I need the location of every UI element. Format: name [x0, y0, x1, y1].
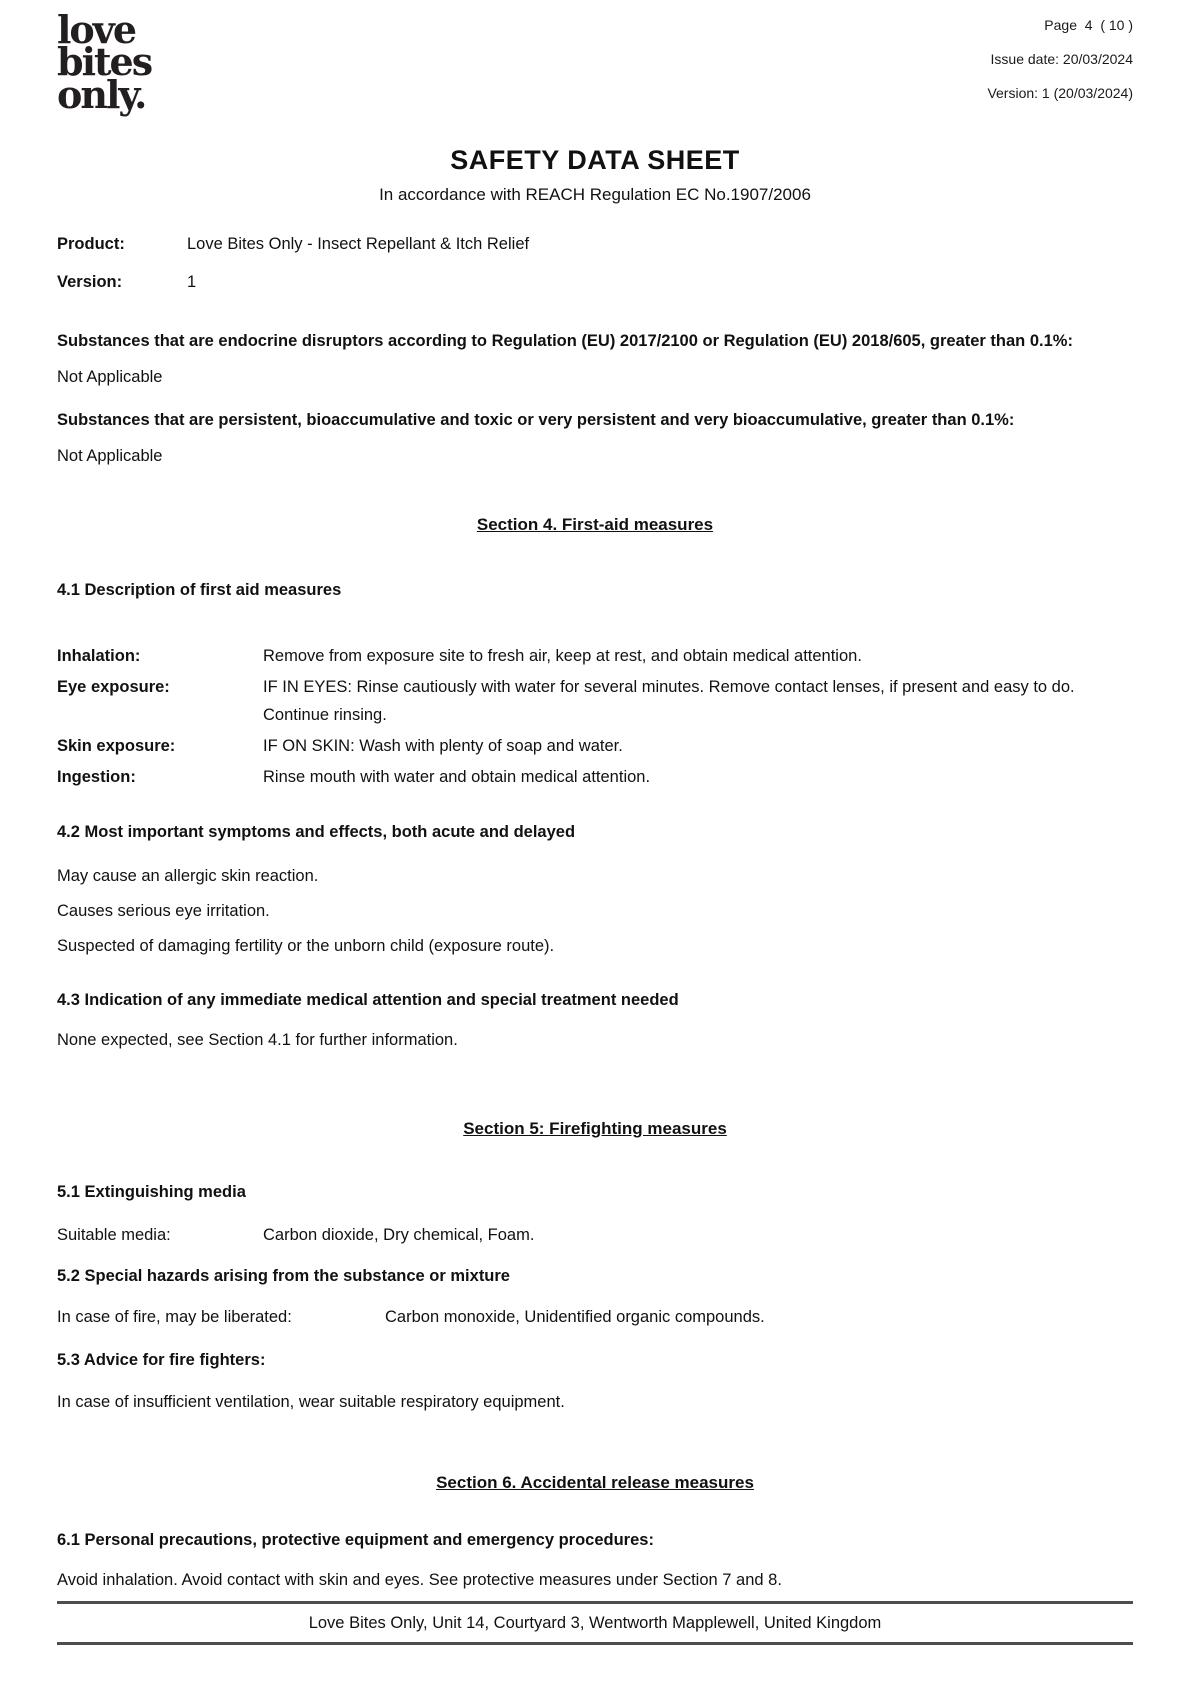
first-aid-table	[57, 642, 1133, 791]
page-meta	[987, 14, 1133, 119]
product-label: Product:	[57, 235, 125, 253]
product-value: Love Bites Only - Insect Repellant & Itch Relief	[187, 235, 530, 253]
section-4-title: Section 4. First-aid measures	[476, 515, 714, 534]
footer-address: Love Bites Only, Unit 14, Courtyard 3, Wentworth Mapplewell, United Kingdom	[308, 1614, 882, 1632]
ingestion-value: Rinse mouth with water and obtain medical attention.	[263, 768, 651, 786]
section-5-title: Section 5: Firefighting measures	[463, 1119, 727, 1138]
suitable-media-value: Carbon dioxide, Dry chemical, Foam.	[263, 1226, 535, 1244]
logo-line-3: only.	[57, 71, 146, 117]
document-subtitle: In accordance with REACH Regulation EC No.1907/2006	[379, 185, 811, 204]
medical-attention-note: None expected, see Section 4.1 for further information.	[57, 1031, 458, 1049]
fire-liberated-label: In case of fire, may be liberated:	[57, 1308, 292, 1326]
symptom-line: Suspected of damaging fertility or the unborn child (exposure route).	[57, 937, 555, 955]
section-6-title: Section 6. Accidental release measures	[436, 1473, 754, 1492]
version-value: 1	[187, 273, 197, 291]
personal-precautions-note: Avoid inhalation. Avoid contact with skin and eyes. See protective measures under Section 7 and 8.	[57, 1571, 782, 1589]
skin-exposure-label: Skin exposure:	[57, 737, 176, 755]
table-row	[57, 763, 1133, 791]
footer-address-bar	[57, 1601, 1133, 1645]
symptom-line: May cause an allergic skin reaction.	[57, 867, 319, 885]
eye-exposure-value: IF IN EYES: Rinse cautiously with water for several minutes. Remove contact lenses, if present and easy to do. Continue rinsing.	[263, 678, 1075, 724]
heading-5-3: 5.3 Advice for fire fighters:	[57, 1351, 266, 1369]
fire-liberated-value: Carbon monoxide, Unidentified organic compounds.	[385, 1308, 765, 1326]
inhalation-label: Inhalation:	[57, 647, 141, 665]
suitable-media-row	[57, 1226, 1133, 1245]
document-title: SAFETY DATA SHEET	[450, 145, 740, 175]
product-row	[57, 235, 1133, 254]
heading-5-1: 5.1 Extinguishing media	[57, 1183, 246, 1201]
fire-fighters-advice: In case of insufficient ventilation, wear suitable respiratory equipment.	[57, 1393, 565, 1411]
logo-line-2: bites	[57, 39, 152, 85]
heading-4-2: 4.2 Most important symptoms and effects, both acute and delayed	[57, 823, 576, 841]
ingestion-label: Ingestion:	[57, 768, 136, 786]
version-row	[57, 273, 1133, 292]
issue-date: Issue date: 20/03/2024	[990, 51, 1133, 67]
eye-exposure-label: Eye exposure:	[57, 678, 170, 696]
heading-4-3: 4.3 Indication of any immediate medical attention and special treatment needed	[57, 991, 679, 1009]
pbt-vpvb-value: Not Applicable	[57, 447, 163, 465]
endocrine-disruptors-value: Not Applicable	[57, 368, 163, 386]
heading-4-1: 4.1 Description of first aid measures	[57, 581, 342, 599]
page-number: Page 4 ( 10 )	[1044, 17, 1133, 33]
version-info: Version: 1 (20/03/2024)	[987, 85, 1133, 101]
endocrine-disruptors-heading: Substances that are endocrine disruptors according to Regulation (EU) 2017/2100 or Regulation (EU) 2018/605, greater than 0.1%:	[57, 332, 1073, 350]
skin-exposure-value: IF ON SKIN: Wash with plenty of soap and water.	[263, 737, 623, 755]
version-label: Version:	[57, 273, 123, 291]
fire-liberated-row	[57, 1308, 1133, 1327]
pbt-vpvb-heading: Substances that are persistent, bioaccumulative and toxic or very persistent and very bioaccumulative, greater than 0.1%:	[57, 411, 1015, 429]
heading-6-1: 6.1 Personal precautions, protective equipment and emergency procedures:	[57, 1531, 654, 1549]
page-header	[57, 7, 1133, 119]
heading-5-2: 5.2 Special hazards arising from the substance or mixture	[57, 1267, 510, 1285]
logo-line-1: love	[57, 7, 136, 52]
table-row	[57, 732, 1133, 760]
table-row	[57, 673, 1133, 729]
inhalation-value: Remove from exposure site to fresh air, keep at rest, and obtain medical attention.	[263, 647, 862, 665]
table-row	[57, 642, 1133, 670]
suitable-media-label: Suitable media:	[57, 1226, 171, 1244]
company-logo	[57, 7, 152, 117]
symptom-line: Causes serious eye irritation.	[57, 902, 270, 920]
